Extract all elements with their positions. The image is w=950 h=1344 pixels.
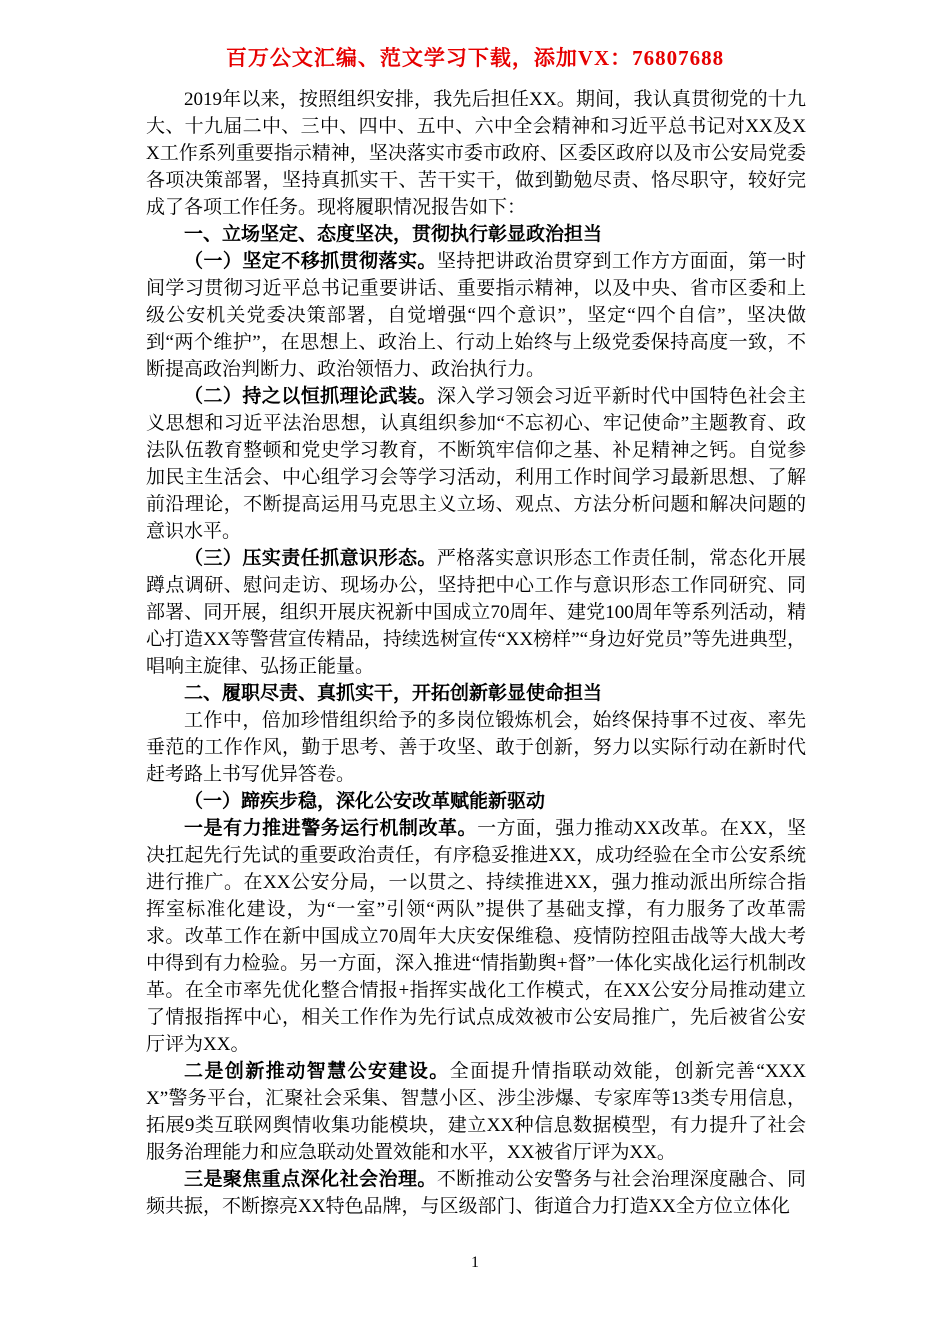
paragraph-lead: 一、立场坚定、态度坚决，贯彻执行彰显政治担当 — [184, 224, 603, 245]
paragraph-lead: 二是创新推动智慧公安建设。 — [184, 1061, 450, 1082]
document-paragraph — [146, 383, 806, 545]
paragraph-lead: 三是聚焦重点深化社会治理。 — [184, 1169, 437, 1190]
paragraph-lead: （三）压实责任抓意识形态。 — [184, 548, 437, 569]
paragraph-lead: 一是有力推进警务运行机制改革。 — [184, 818, 478, 839]
document-heading — [146, 221, 806, 248]
paragraph-lead: 二、履职尽责、真抓实干，开拓创新彰显使命担当 — [184, 683, 603, 704]
document-paragraph — [146, 248, 806, 383]
paragraph-text: 工作中，倍加珍惜组织给予的多岗位锻炼机会，始终保持事不过夜、率先垂范的工作作风，勤于思考、善于攻坚、敢于创新，努力以实际行动在新时代赶考路上书写优异答卷。 — [146, 710, 806, 785]
paragraph-lead: （一）蹄疾步稳，深化公安改革赋能新驱动 — [184, 791, 546, 812]
document-paragraph — [146, 1166, 806, 1220]
document-heading — [146, 680, 806, 707]
promo-header: 百万公文汇编、范文学习下载，添加VX：76807688 — [225, 46, 725, 70]
paragraph-text: 不断推动公安警务与社会治理深度融合、同频共振，不断擦亮XX特色品牌，与区级部门、街道合力打造XX全方位立体化 — [146, 1169, 806, 1217]
page-number: 1 — [471, 1254, 479, 1271]
document-heading — [146, 788, 806, 815]
document-paragraph — [146, 86, 806, 221]
paragraph-text: 坚持把讲政治贯穿到工作方方面面，第一时间学习贯彻习近平总书记重要讲话、重要指示精神，以及中央、省市区委和上级公安机关党委决策部署，自觉增强“四个意识”，坚定“四个自信”，坚决做到“两个维护”，在思想上、政治上、行动上始终与上级党委保持高度一致，不断提高政治判断力、政治领悟力、政治执行力。 — [146, 251, 806, 380]
document-paragraph — [146, 545, 806, 680]
document-paragraph — [146, 707, 806, 788]
paragraph-text: 2019年以来，按照组织安排，我先后担任XX。期间，我认真贯彻党的十九大、十九届二中、三中、四中、五中、六中全会精神和习近平总书记对XX及XX工作系列重要指示精神，坚决落实市委市政府、区委区政府以及市公安局党委各项决策部署，坚持真抓实干、苦干实干，做到勤勉尽责、恪尽职守，较好完成了各项工作任务。现将履职情况报告如下： — [146, 89, 806, 218]
paragraph-text: 严格落实意识形态工作责任制，常态化开展蹲点调研、慰问走访、现场办公，坚持把中心工作与意识形态工作同研究、同部署、同开展，组织开展庆祝新中国成立70周年、建党100周年等系列活动，精心打造XX等警营宣传精品，持续选树宣传“XX榜样”“身边好党员”等先进典型，唱响主旋律、弘扬正能量。 — [146, 548, 806, 677]
paragraph-text: 全面提升情指联动效能，创新完善“XXXX”警务平台，汇聚社会采集、智慧小区、涉尘涉爆、专家库等13类专用信息，拓展9类互联网舆情收集功能模块，建立XX种信息数据模型，有力提升了社会服务治理能力和应急联动处置效能和水平，XX被省厅评为XX。 — [146, 1061, 806, 1163]
paragraph-text: 深入学习领会习近平新时代中国特色社会主义思想和习近平法治思想，认真组织参加“不忘初心、牢记使命”主题教育、政法队伍教育整顿和党史学习教育，不断筑牢信仰之基、补足精神之钙。自觉参加民主生活会、中心组学习会等学习活动，利用工作时间学习最新思想、了解前沿理论，不断提高运用马克思主义立场、观点、方法分析问题和解决问题的意识水平。 — [146, 386, 806, 542]
paragraph-text: 一方面，强力推动XX改革。在XX，坚决扛起先行先试的重要政治责任，有序稳妥推进XX，成功经验在全市公安系统进行推广。在XX公安分局，一以贯之、持续推进XX，强力推动派出所综合指挥室标准化建设，为“一室”引领“两队”提供了基础支撑，有力服务了改革需求。改革工作在新中国成立70周年大庆安保维稳、疫情防控阻击战等大战大考中得到有力检验。另一方面，深入推进“情指勤舆+督”一体化实战化运行机制改革。在全市率先优化整合情报+指挥实战化工作模式，在XX公安分局推动建立了情报指挥中心，相关工作作为先行试点成效被市公安局推广，先后被省公安厅评为XX。 — [146, 818, 806, 1055]
document-paragraph — [146, 1058, 806, 1166]
document-body — [146, 86, 806, 1220]
paragraph-lead: （一）坚定不移抓贯彻落实。 — [184, 251, 437, 272]
paragraph-lead: （二）持之以恒抓理论武装。 — [184, 386, 437, 407]
document-paragraph — [146, 815, 806, 1058]
